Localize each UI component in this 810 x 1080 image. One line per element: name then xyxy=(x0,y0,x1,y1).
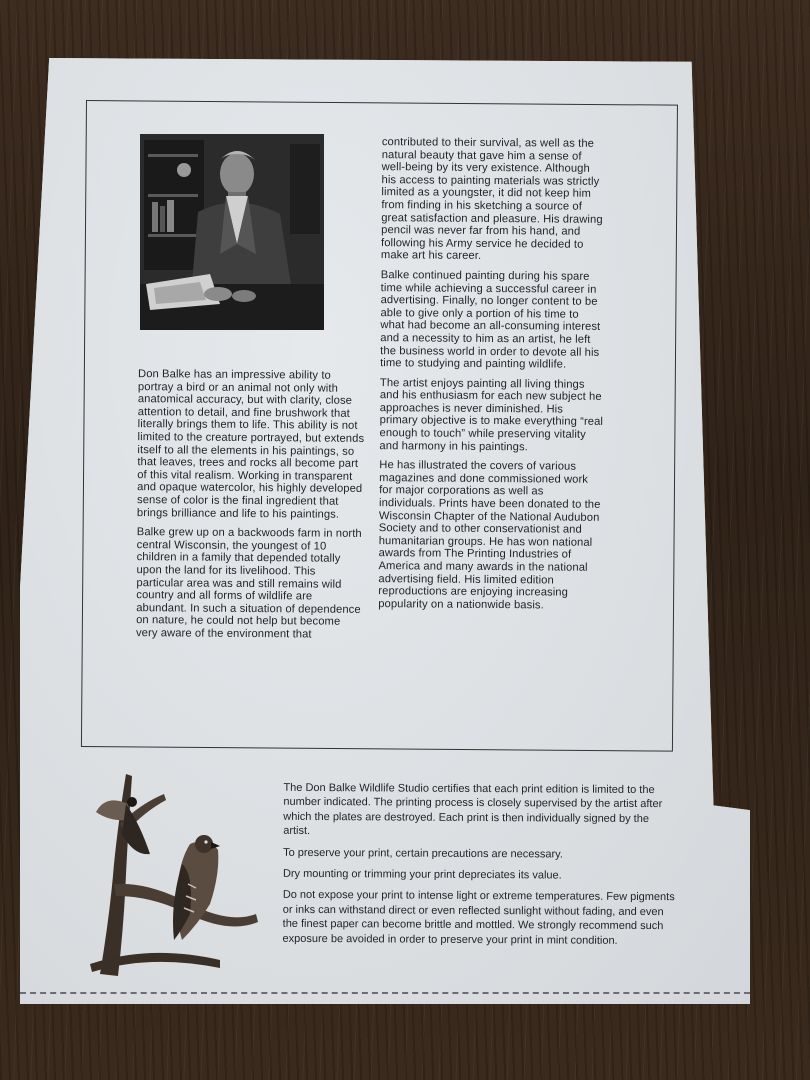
bio-paragraph: Don Balke has an impressive ability to portray a bird or an animal not only with anatomical accuracy, but with clarity, close attention to detail, and fine brushwork that literally brings them to life. This ability is not limited to the creature portrayed, but extends itself to all the elements in his paintings, so that leaves, trees and rocks all become part of this vital realism. Working in transparent and opaque watercolor, his highly developed sense of color is the final ingredient that brings brilliance and life to his paintings. xyxy=(136,368,365,521)
care-instruction: Do not expose your print to intense light or extreme temperatures. Few pigments or inks can withstand direct or even reflected sunlight without fading, and even the finest paper can become brittle and mottled. We strongly recommend such exposure be avoided in order to preserve your print in mint condition. xyxy=(282,889,675,947)
portrait-illustration xyxy=(140,134,324,330)
biography-right-column xyxy=(378,136,606,619)
hawk-sketch-illustration xyxy=(70,764,270,984)
certificate-statement: The Don Balke Wildlife Studio certifies that each print edition is limited to the number indicated. The printing process is closely supervised by the artist after which the plates are destroyed. Each print is then individually signed by the artist. xyxy=(283,781,663,838)
bio-paragraph: Balke grew up on a backwoods farm in north central Wisconsin, the youngest of 10 children in a family that depended totally upon the land for its livelihood. This particular area was and still remains wild country and all forms of wildlife are abundant. In such a situation of dependence on nature, he could not help but become very aware of the environment that xyxy=(135,526,362,641)
bio-paragraph: The artist enjoys painting all living things and his enthusiasm for each new subject he approaches is never diminished. His primary objective is to make everything “real enough to touch” while preserving vitality and harmony in his paintings. xyxy=(379,376,604,453)
bio-paragraph: He has illustrated the covers of various magazines and done commissioned work for major corporations as well as individuals. Prints have been donated to the Wisconsin Chapter of the National Audubon Society and to other conservationist and humanitarian groups. He has won national awards from The Printing Industries of America and many awards in the national advertising field. His limited edition reproductions are enjoying increasing popularity on a nationwide basis. xyxy=(378,459,601,612)
artist-portrait-photo xyxy=(140,134,324,330)
biography-left-column xyxy=(136,368,366,648)
care-instruction: To preserve your print, certain precautions are necessary. xyxy=(283,846,563,861)
bio-paragraph: contributed to their survival, as well as the natural beauty that gave him a sense of well-being by its very existence. Although his access to painting materials was strictly limited as a youngster, it did not keep him from finding in his sketching a source of great satisfaction and pleasure. His drawing pencil was never far from his hand, and following his Army service he decided to make art his career. xyxy=(380,136,603,263)
certificate-section xyxy=(282,781,678,955)
hawk-drawing xyxy=(70,764,270,984)
bio-paragraph: Balke continued painting during his spare time while achieving a successful career in advertising. Finally, no longer content to be able to give only a portion of his time to what had become an all-consuming interest and a necessity to him as an artist, he left the business world in order to devote all his time to studying and painting wildlife. xyxy=(380,269,601,371)
care-instruction: Dry mounting or trimming your print depreciates its value. xyxy=(282,867,562,882)
perforation-line xyxy=(20,992,750,994)
